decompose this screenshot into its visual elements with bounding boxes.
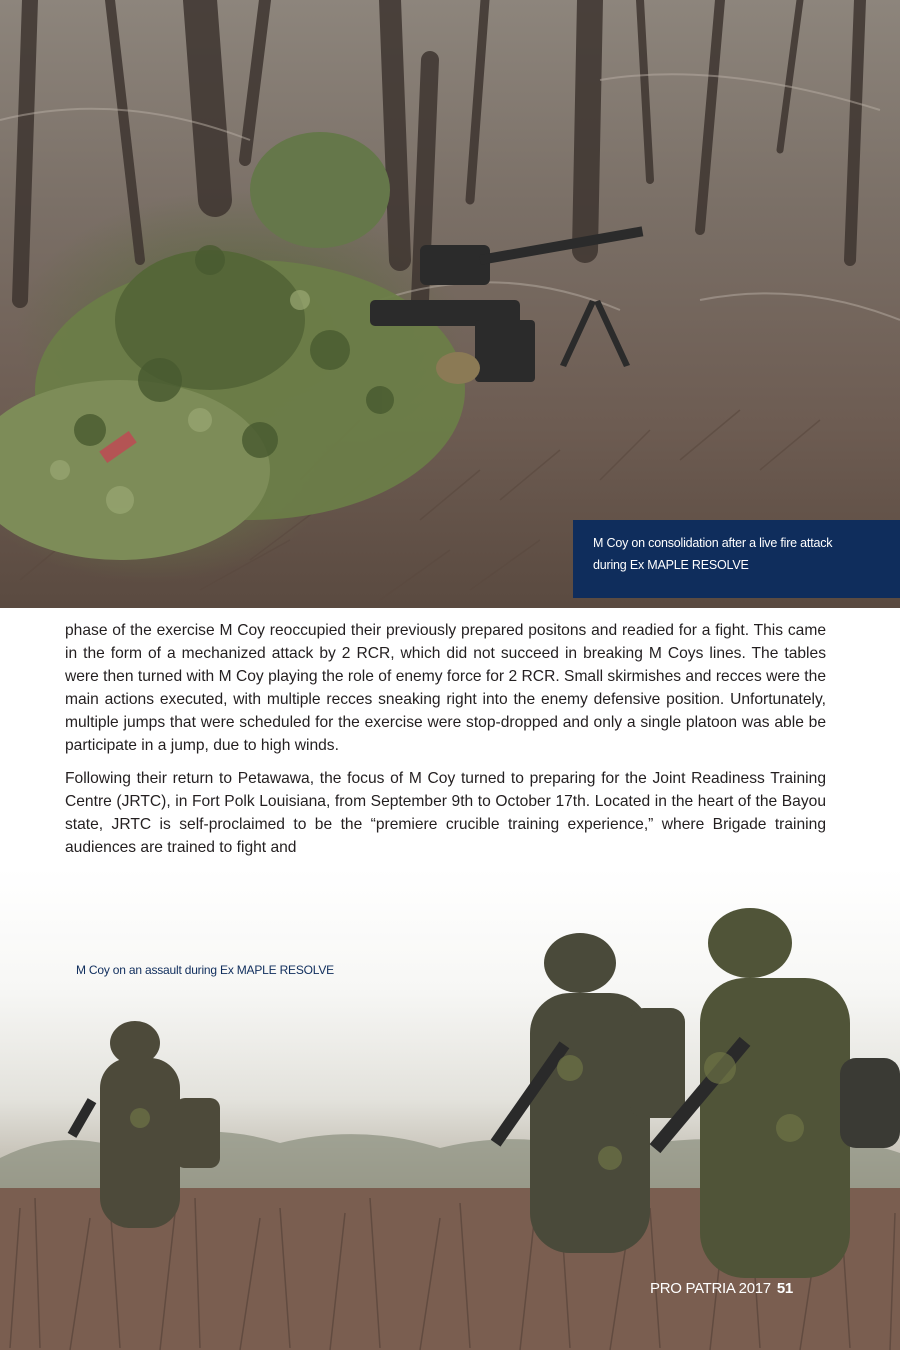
photo-top-illustration xyxy=(0,0,900,608)
paragraph-2: Following their return to Petawawa, the focus of M Coy turned to preparing for the Joint Readiness Training Centre (JRTC), in Fort Polk Louisiana, from September 9th to October 17th. Located in the heart of the Bayou state, JRTC is self-proclaimed to be the “premiere crucible training experience,” where Brigade training audiences are trained to fight and xyxy=(65,770,826,856)
caption-line-1: M Coy on consolidation after a live fire attack xyxy=(593,536,833,550)
paragraph-1: phase of the exercise M Coy reoccupied their previously prepared positons and readied for a fight. This came in the form of a mechanized attack by 2 RCR, which did not succeed in breaking M Coys lines. The tables were then turned with M Coy playing the role of enemy force for 2 RCR. Small skirmishes and recces were the main actions executed, with multiple recces sneaking right into the enemy defensive position. Unfortunately, multiple jumps that were scheduled for the exercise were stop-dropped and only a single platoon was able be participate in a jump, due to high winds. xyxy=(65,622,826,754)
article-body xyxy=(65,619,826,869)
photo-top-caption xyxy=(573,520,900,598)
photo-soldier-prone-machine-gun xyxy=(0,0,900,608)
publication-name: PRO PATRIA 2017 xyxy=(650,1280,771,1297)
photo-bottom-illustration xyxy=(0,868,900,1350)
page-number: 51 xyxy=(776,1280,793,1297)
caption-line-2: during Ex MAPLE RESOLVE xyxy=(593,558,749,572)
photo-bottom-caption: M Coy on an assault during Ex MAPLE RESOLVE xyxy=(76,963,334,977)
photo-soldiers-assault-field xyxy=(0,868,900,1350)
page-footer xyxy=(650,1280,793,1297)
